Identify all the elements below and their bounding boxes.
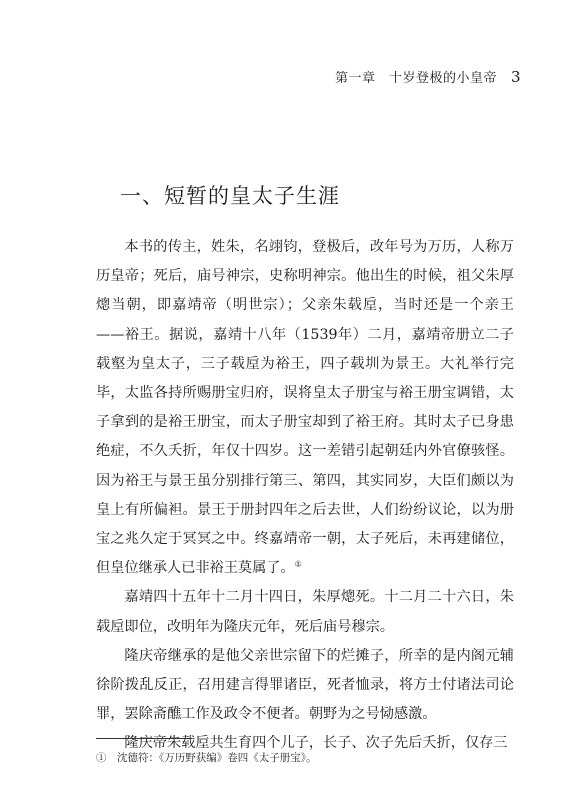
running-header bbox=[335, 67, 521, 86]
page-number: 3 bbox=[510, 68, 521, 86]
body-text bbox=[96, 233, 514, 759]
chapter-title: 第一章 十岁登极的小皇帝 bbox=[334, 71, 497, 86]
paragraph: 本书的传主，姓朱，名翊钧，登极后，改年号为万历，人称万历皇帝；死后，庙号神宗，史称明神宗。他出生的时候，祖父朱厚熜当朝，即嘉靖帝（明世宗）；父亲朱载垕，当时还是一个亲王——裕王。据说，嘉靖十八年（1539年）二月，嘉靖帝册立二子载壑为皇太子，三子载垕为裕王，四子载圳为景王。大礼举行完毕，太监各持所赐册宝归府，误将皇太子册宝与裕王册宝调错，太子拿到的是裕王册宝，而太子册宝却到了裕王府。其时太子已身患绝症，不久夭折，年仅十四岁。这一差错引起朝廷内外官僚骇怪。因为裕王与景王虽分别排行第三、第四，其实同岁，大臣们颇以为皇上有所偏袒。景王于册封四年之后去世，人们纷纷议论，以为册宝之兆久定于冥冥之中。终嘉靖帝一朝，太子死后，未再建储位，但皇位继承人已非裕王莫属了。① bbox=[96, 239, 514, 577]
footnote-divider bbox=[96, 738, 192, 739]
section-title: 一、短暂的皇太子生涯 bbox=[120, 184, 340, 208]
paragraph: 隆庆帝继承的是他父亲世宗留下的烂摊子，所幸的是内阁元辅徐阶拨乱反正，召用建言得罪诸臣，死者恤录，将方士付诸法司论罪，罢除斋醮工作及政令不便者。朝野为之号恸感激。 bbox=[96, 647, 514, 723]
footnote: ① 沈德符：《万历野获编》卷四《太子册宝》。 bbox=[96, 752, 317, 764]
footnote-reference[interactable]: ① bbox=[294, 559, 302, 569]
paragraph: 嘉靖四十五年十二月十四日，朱厚熜死。十二月二十六日，朱载垕即位，改明年为隆庆元年，死后庙号穆宗。 bbox=[96, 589, 514, 635]
paragraph: 隆庆帝朱载垕共生育四个儿子，长子、次子先后夭折，仅存三 bbox=[124, 735, 508, 752]
